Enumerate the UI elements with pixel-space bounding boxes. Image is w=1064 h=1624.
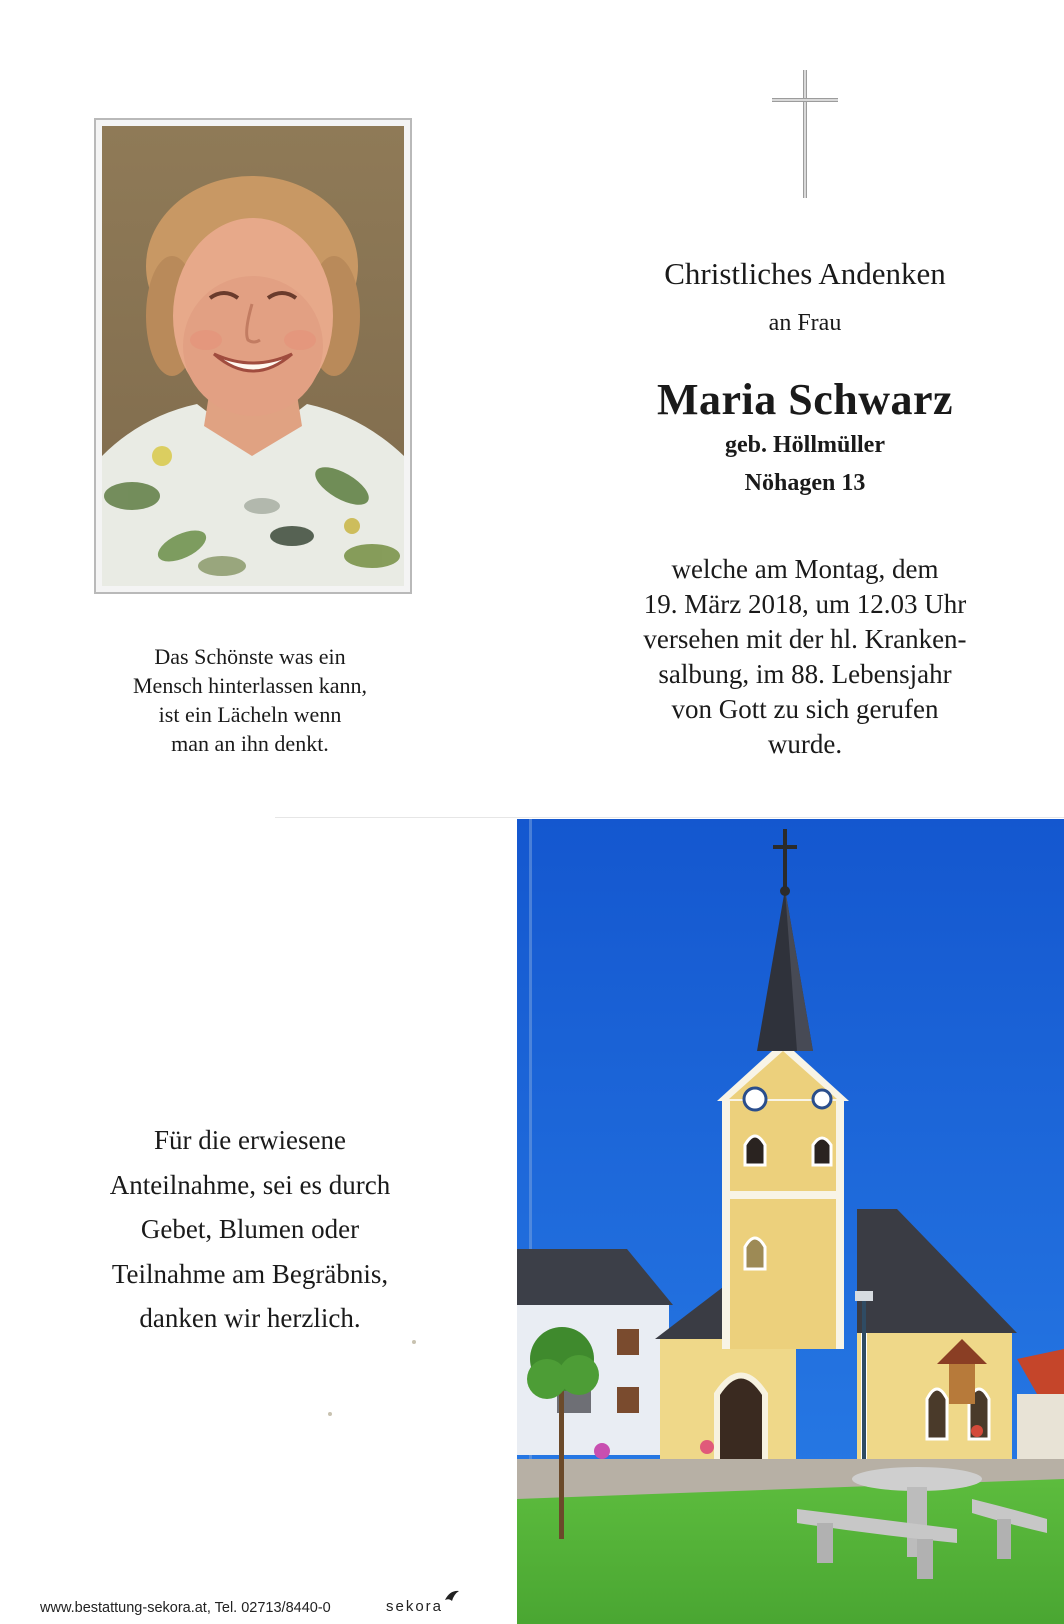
death-line: salbung, im 88. Lebensjahr: [658, 659, 952, 689]
footer-contact: www.bestattung-sekora.at, Tel. 02713/8440-0: [40, 1600, 331, 1616]
sekora-logo: sekora: [386, 1598, 444, 1615]
paper-speck: [328, 1412, 332, 1416]
thanks-line: Teilnahme am Begräbnis,: [111, 1258, 389, 1289]
paper-speck: [412, 1340, 416, 1344]
death-line: welche am Montag, dem: [671, 554, 939, 584]
portrait-photo: [102, 126, 404, 586]
card-heading: Christliches Andenken: [664, 256, 946, 291]
address: Nöhagen 13: [744, 470, 866, 496]
salutation: an Frau: [768, 310, 842, 336]
deceased-name: Maria Schwarz: [656, 375, 954, 424]
thanks-line: Für die erwiesene: [154, 1125, 346, 1155]
memorial-quote: [80, 642, 420, 758]
thanks-line: Anteilnahme, sei es durch: [109, 1169, 391, 1200]
leaf-icon: [444, 1590, 460, 1602]
death-line: von Gott zu sich gerufen: [671, 694, 939, 724]
thanks-message: [60, 1118, 440, 1341]
church-photo: [517, 819, 1064, 1624]
portrait-illustration: [102, 126, 404, 586]
quote-line: ist ein Lächeln wenn: [158, 702, 342, 727]
maiden-name: geb. Höllmüller: [725, 432, 885, 458]
thanks-line: danken wir herzlich.: [139, 1303, 361, 1333]
fold-divider: [275, 817, 1064, 818]
thanks-line: Gebet, Blumen oder: [140, 1214, 360, 1244]
church-illustration: [517, 819, 1064, 1624]
death-line: wurde.: [767, 729, 843, 759]
death-line: 19. März 2018, um 12.03 Uhr: [643, 589, 967, 619]
death-line: versehen mit der hl. Kranken-: [643, 624, 967, 654]
cross-icon: [772, 70, 838, 198]
quote-line: Mensch hinterlassen kann,: [133, 673, 367, 698]
portrait-photo-frame: [94, 118, 412, 594]
quote-line: Das Schönste was ein: [154, 644, 346, 669]
quote-line: man an ihn denkt.: [171, 731, 329, 756]
death-announcement: [580, 552, 1030, 762]
